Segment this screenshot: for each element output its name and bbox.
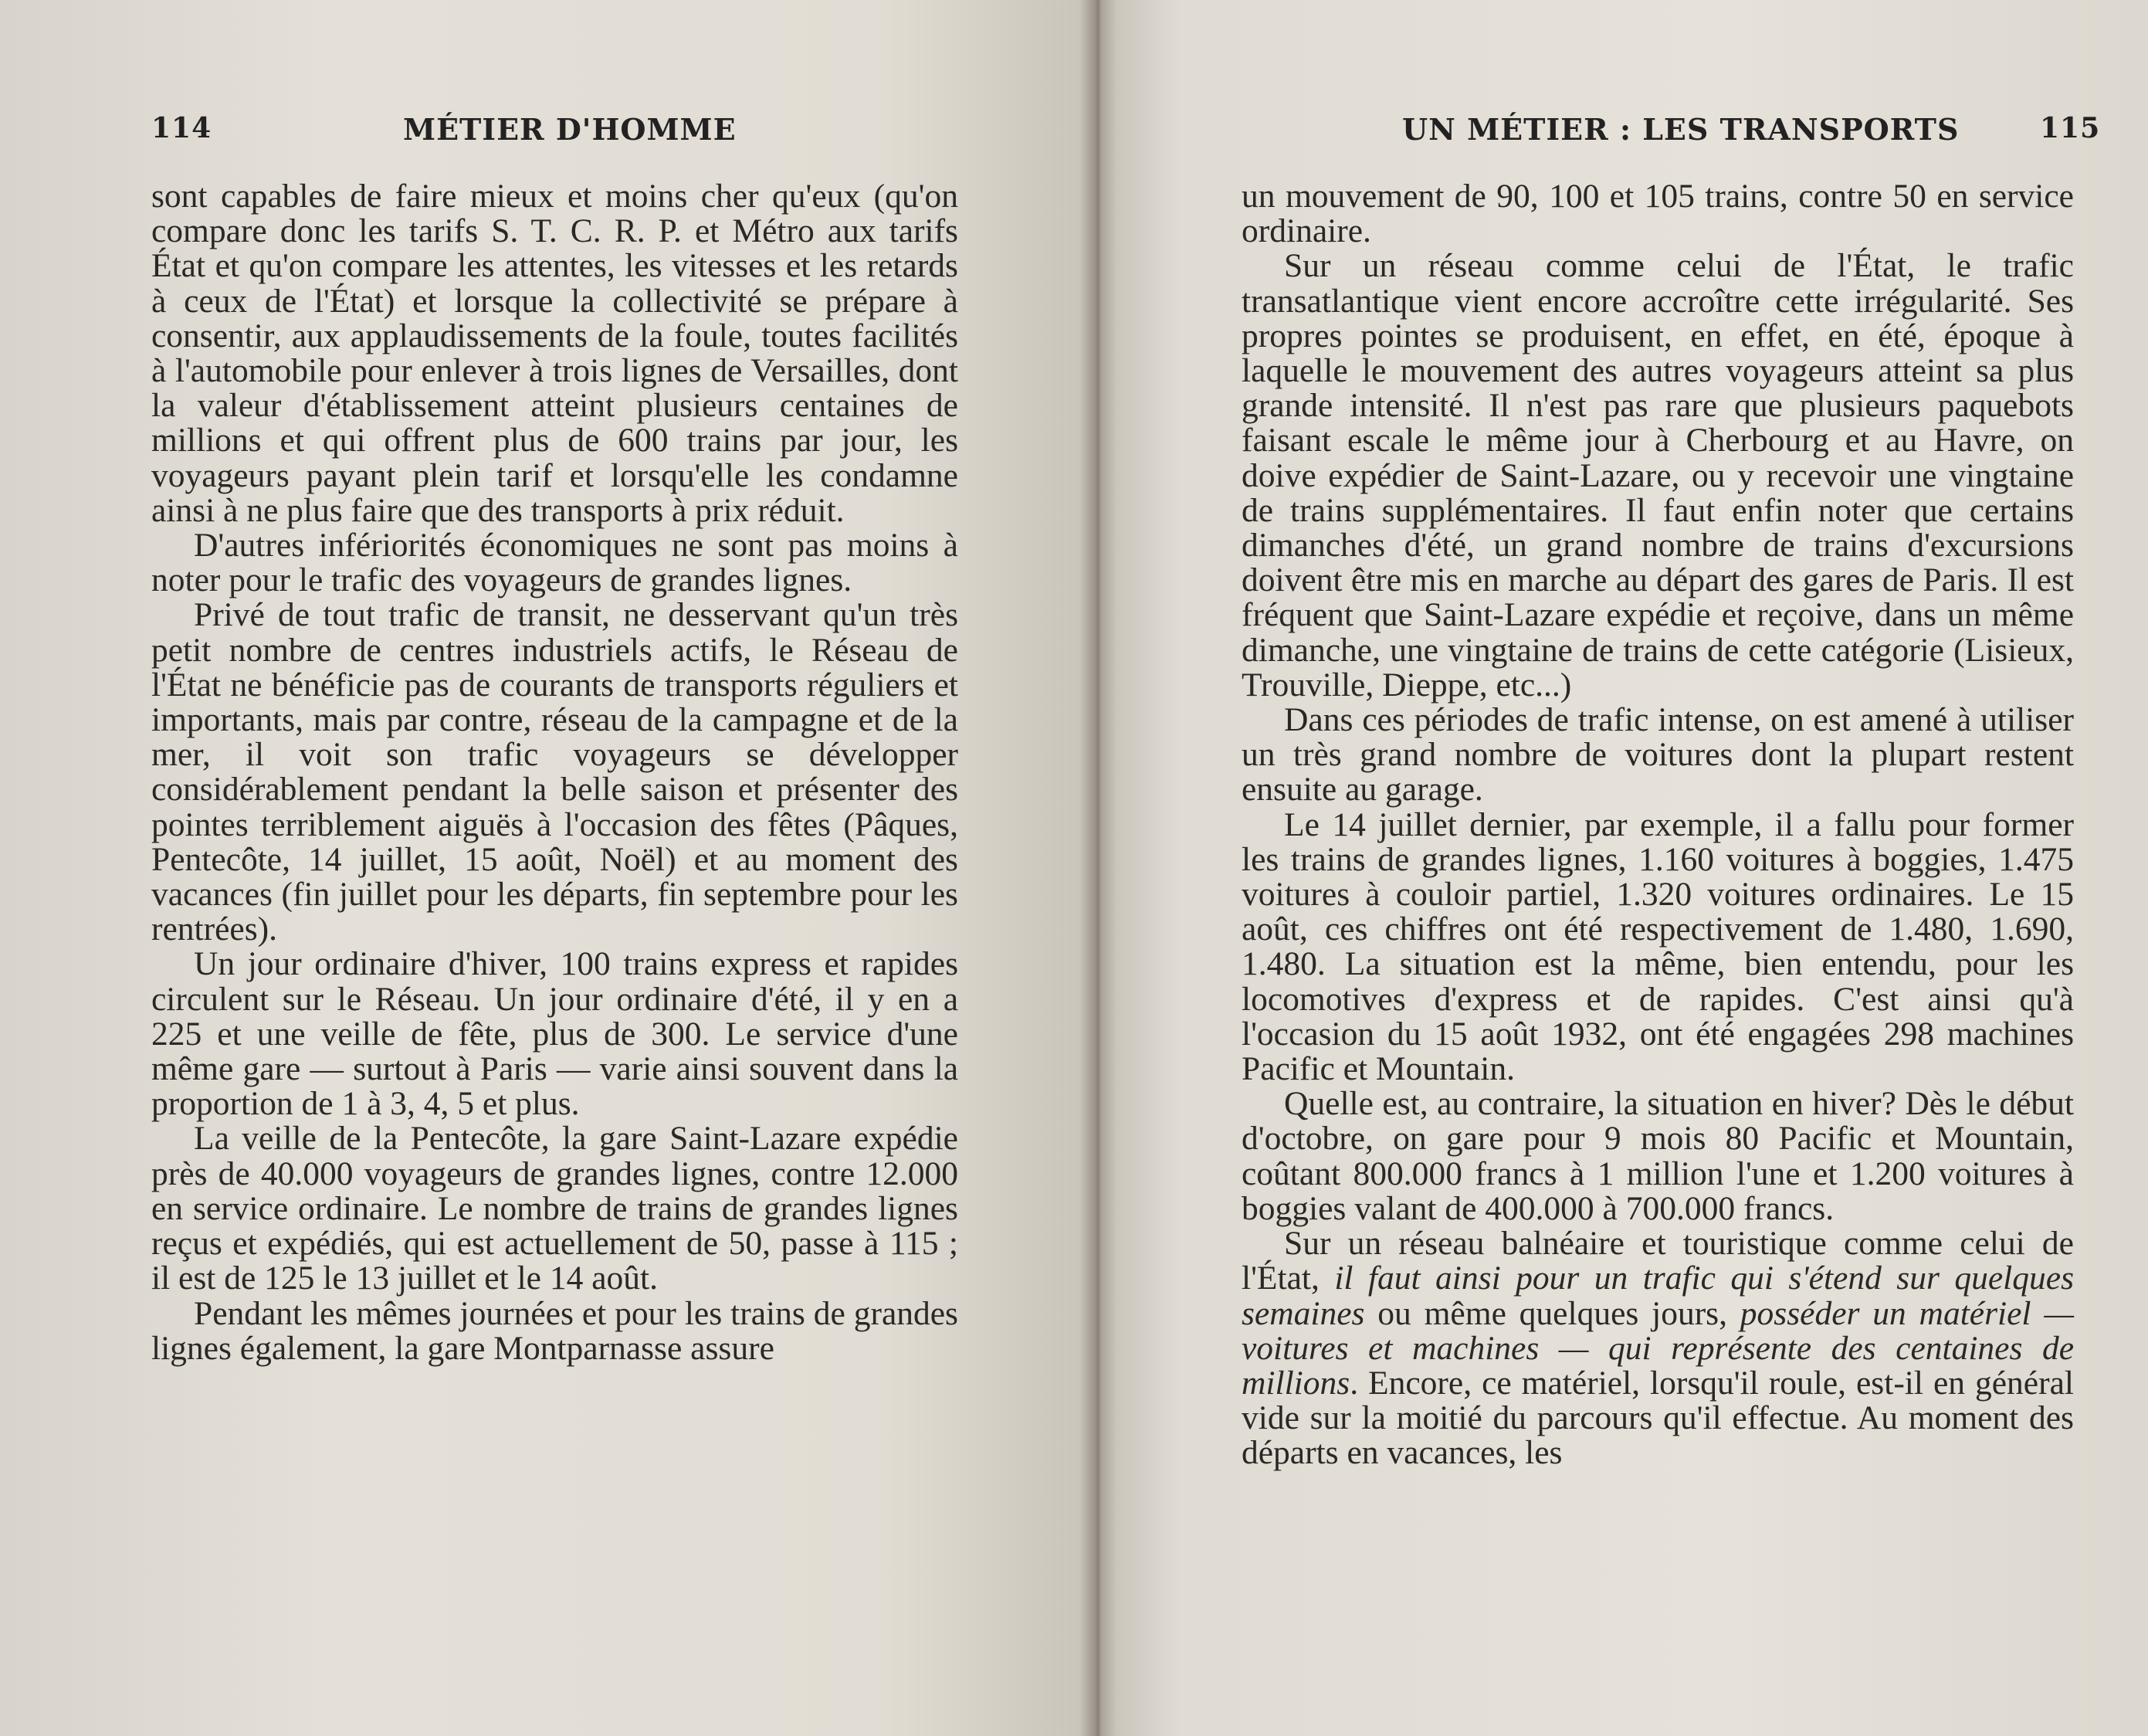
- right-page-text: [1242, 179, 2074, 1471]
- left-page-text: [151, 179, 958, 1366]
- running-head-right: UN MÉTIER : LES TRANSPORTS: [1402, 112, 1960, 147]
- text-run: Sur un réseau balnéaire et touristique comme celui de l'État,: [1242, 1225, 2074, 1297]
- paragraph: un mouvement de 90, 100 et 105 trains, contre 50 en service ordinaire.: [1242, 178, 2074, 250]
- paragraph: Pendant les mêmes journées et pour les trains de grandes lignes également, la gare Montparnasse assure: [151, 1294, 958, 1367]
- text-run: ou même quelques jours,: [1364, 1294, 1740, 1332]
- paragraph: Sur un réseau comme celui de l'État, le trafic transatlantique vient encore accroître cette irrégularité. Ses propres pointes se produisent, en effet, en été, époque à laquelle le mouvement des autres voyageurs atteint sa plus grande intensité. Il n'est pas rare que plusieurs paquebots faisant escale le même jour à Cherbourg et au Havre, on doive expédier de Saint-Lazare, ou y recevoir une vingtaine de trains supplémentaires. Il faut enfin noter que certains dimanches d'été, un grand nombre de trains d'excursions doivent être mis en marche au départ des gares de Paris. Il est fréquent que Saint-Lazare expédie et reçoive, dans un même dimanche, une vingtaine de trains de cette catégorie (Lisieux, Trouville, Dieppe, etc...): [1242, 247, 2074, 704]
- paragraph: D'autres infériorités économiques ne sont pas moins à noter pour le trafic des voyageurs de grandes lignes.: [151, 527, 958, 599]
- paragraph: Quelle est, au contraire, la situation en hiver? Dès le début d'octobre, on gare pour 9 mois 80 Pacific et Mountain, coûtant 800.000 francs à 1 million l'une et 1.200 voitures à boggies valant de 400.000 à 700.000 francs.: [1242, 1085, 2074, 1227]
- page-number-left: 114: [151, 112, 212, 144]
- right-page: [1096, 0, 2148, 1736]
- paragraph: Dans ces périodes de trafic intense, on est amené à utiliser un très grand nombre de voitures dont la plupart restent ensuite au garage.: [1242, 701, 2074, 809]
- book-gutter: [1079, 0, 1116, 1736]
- page-number-right: 115: [2040, 112, 2101, 144]
- paragraph: Un jour ordinaire d'hiver, 100 trains express et rapides circulent sur le Réseau. Un jour ordinaire d'été, il y en a 225 et une veille de fête, plus de 300. Le service d'une même gare — surtout à Paris — varie ainsi souvent dans la proportion de 1 à 3, 4, 5 et plus.: [151, 945, 958, 1123]
- paragraph: sont capables de faire mieux et moins cher qu'eux (qu'on compare donc les tarifs S. T. C. R. P. et Métro aux tarifs État et qu'on compare les attentes, les vitesses et les retards à ceux de l'État) et lorsque la collectivité se prépare à consentir, aux applaudissements de la foule, toutes facilités à l'automobile pour enlever à trois lignes de Versailles, dont la valeur d'établissement atteint plusieurs centaines de millions et qui offrent plus de 600 trains par jour, les voyageurs payant plein tarif et lorsqu'elle les condamne ainsi à ne plus faire que des transports à prix réduit.: [151, 178, 958, 529]
- italic-run: il faut ainsi pour un trafic qui s'étend sur quelques semaines: [1242, 1260, 2074, 1332]
- italic-run: posséder un matériel — voitures et machines — qui représente des centaines de millions: [1242, 1294, 2074, 1402]
- running-head-left: MÉTIER D'HOMME: [403, 112, 737, 147]
- paragraph: La veille de la Pentecôte, la gare Saint-Lazare expédie près de 40.000 voyageurs de grandes lignes, contre 12.000 en service ordinaire. Le nombre de trains de grandes lignes reçus et expédiés, qui est actuellement de 50, passe à 115 ; il est de 125 le 13 juillet et le 14 août.: [151, 1120, 958, 1297]
- paragraph: Privé de tout trafic de transit, ne desservant qu'un très petit nombre de centres industriels actifs, le Réseau de l'État ne bénéficie pas de courants de transports réguliers et importants, mais par contre, réseau de la campagne et de la mer, il voit son trafic voyageurs se développer considérablement pendant la belle saison et présenter des pointes terriblement aiguës à l'occasion des fêtes (Pâques, Pentecôte, 14 juillet, 15 août, Noël) et au moment des vacances (fin juillet pour les départs, fin septembre pour les rentrées).: [151, 596, 958, 948]
- text-run: . Encore, ce matériel, lorsqu'il roule, est-il en général vide sur la moitié du parcours qu'il effectue. Au moment des départs en vacances, les: [1242, 1364, 2074, 1472]
- paragraph-with-italics: [1242, 1226, 2074, 1470]
- paragraph: Le 14 juillet dernier, par exemple, il a fallu pour former les trains de grandes lignes, 1.160 voitures à boggies, 1.475 voitures à couloir partiel, 1.320 voitures ordinaires. Le 15 août, ces chiffres ont été respectivement de 1.480, 1.690, 1.480. La situation est la même, bien entendu, pour les locomotives d'express et de rapides. C'est ainsi qu'à l'occasion du 15 août 1932, ont été engagées 298 machines Pacific et Mountain.: [1242, 805, 2074, 1088]
